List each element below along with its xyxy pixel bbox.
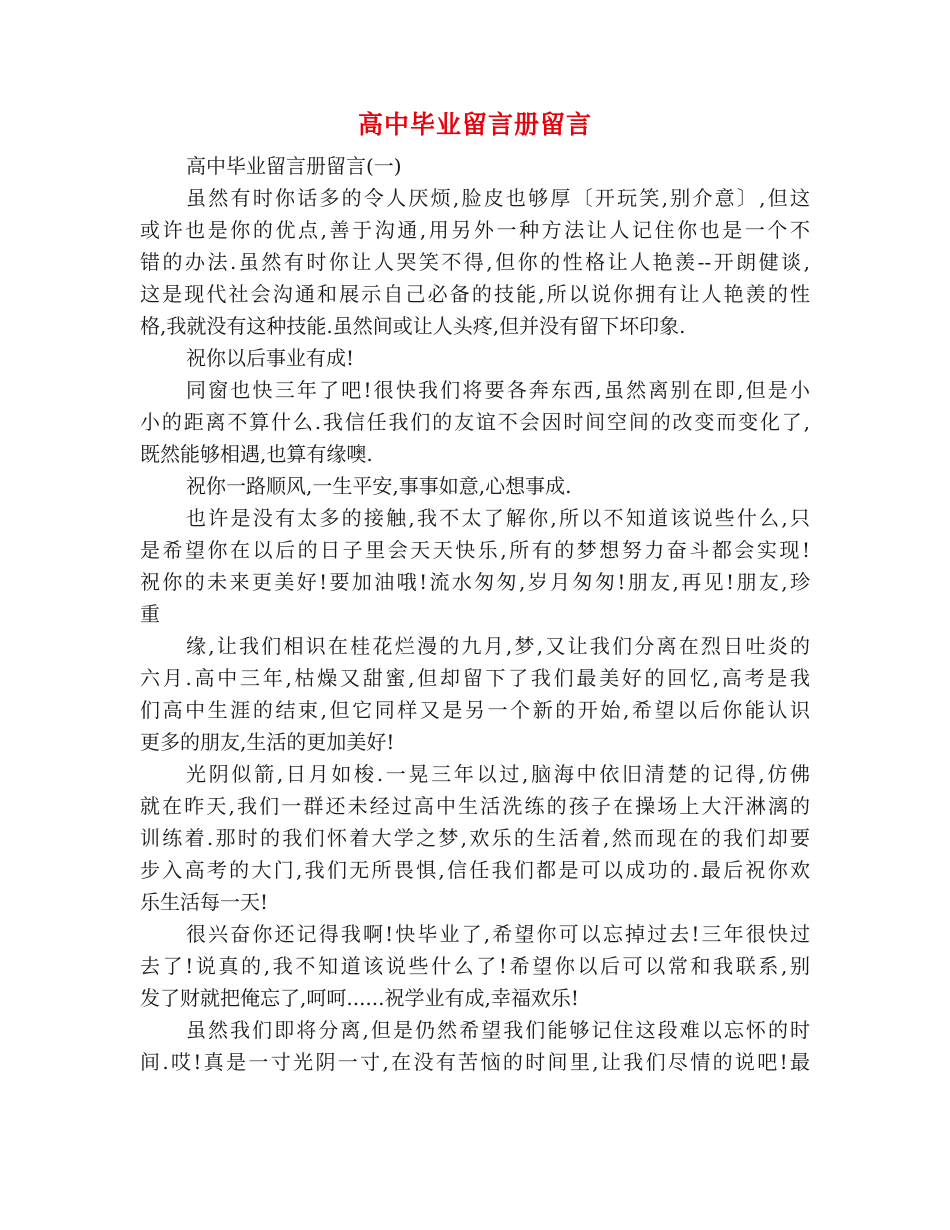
text-line: 光阴似箭,日月如梭.一晃三年以过,脑海中依旧清楚的记得,仿佛 [186, 762, 810, 786]
text-line: 去了!说真的,我不知道该说些什么了!希望你以后可以常和我联系,别 [140, 954, 810, 978]
text-line: 祝你一路顺风,一生平安,事事如意,心想事成. [186, 474, 572, 498]
text-line: 或许也是你的优点,善于沟通,用另外一种方法让人记住你也是一个不 [140, 218, 810, 242]
text-line: 也许是没有太多的接触,我不太了解你,所以不知道该说些什么,只 [186, 506, 810, 530]
document-title: 高中毕业留言册留言 [357, 110, 592, 139]
text-line: 高中毕业留言册留言(一) [186, 154, 402, 178]
text-line: 更多的朋友,生活的更加美好! [140, 730, 395, 754]
text-line: 六月.高中三年,枯燥又甜蜜,但却留下了我们最美好的回忆,高考是我 [140, 666, 810, 690]
document-body [140, 150, 810, 1078]
text-line: 就在昨天,我们一群还未经过高中生活洗练的孩子在操场上大汗淋漓的 [140, 794, 810, 818]
text-line: 小的距离不算什么.我信任我们的友谊不会因时间空间的改变而变化了, [140, 410, 810, 434]
text-line: 们高中生涯的结束,但它同样又是另一个新的开始,希望以后你能认识 [140, 698, 810, 722]
text-line: 很兴奋你还记得我啊!快毕业了,希望你可以忘掉过去!三年很快过 [186, 922, 810, 946]
text-line: 缘,让我们相识在桂花烂漫的九月,梦,又让我们分离在烈日吐炎的 [186, 634, 810, 658]
text-line: 祝你的未来更美好!要加油哦!流水匆匆,岁月匆匆!朋友,再见!朋友,珍 [140, 570, 810, 594]
text-line: 祝你以后事业有成! [186, 346, 355, 370]
text-line: 是希望你在以后的日子里会天天快乐,所有的梦想努力奋斗都会实现! [140, 538, 810, 562]
text-line: 格,我就没有这种技能.虽然间或让人头疼,但并没有留下坏印象. [140, 314, 686, 338]
text-line: 既然能够相遇,也算有缘噢. [140, 442, 373, 466]
text-line: 重 [140, 602, 160, 626]
text-line: 训练着.那时的我们怀着大学之梦,欢乐的生活着,然而现在的我们却要 [140, 826, 810, 850]
text-line: 虽然我们即将分离,但是仍然希望我们能够记住这段难以忘怀的时 [186, 1018, 810, 1042]
text-line: 间.哎!真是一寸光阴一寸,在没有苦恼的时间里,让我们尽情的说吧!最 [140, 1050, 810, 1074]
text-line: 步入高考的大门,我们无所畏惧,信任我们都是可以成功的.最后祝你欢 [140, 858, 810, 882]
text-line: 虽然有时你话多的令人厌烦,脸皮也够厚〔开玩笑,别介意〕,但这 [186, 186, 810, 210]
text-line: 错的办法.虽然有时你让人哭笑不得,但你的性格让人艳羡--开朗健谈, [140, 250, 810, 274]
text-line: 同窗也快三年了吧!很快我们将要各奔东西,虽然离别在即,但是小 [186, 378, 810, 402]
text-line: 这是现代社会沟通和展示自己必备的技能,所以说你拥有让人艳羡的性 [140, 282, 810, 306]
text-line: 发了财就把俺忘了,呵呵......祝学业有成,幸福欢乐! [140, 986, 579, 1010]
text-line: 乐生活每一天! [140, 890, 269, 914]
